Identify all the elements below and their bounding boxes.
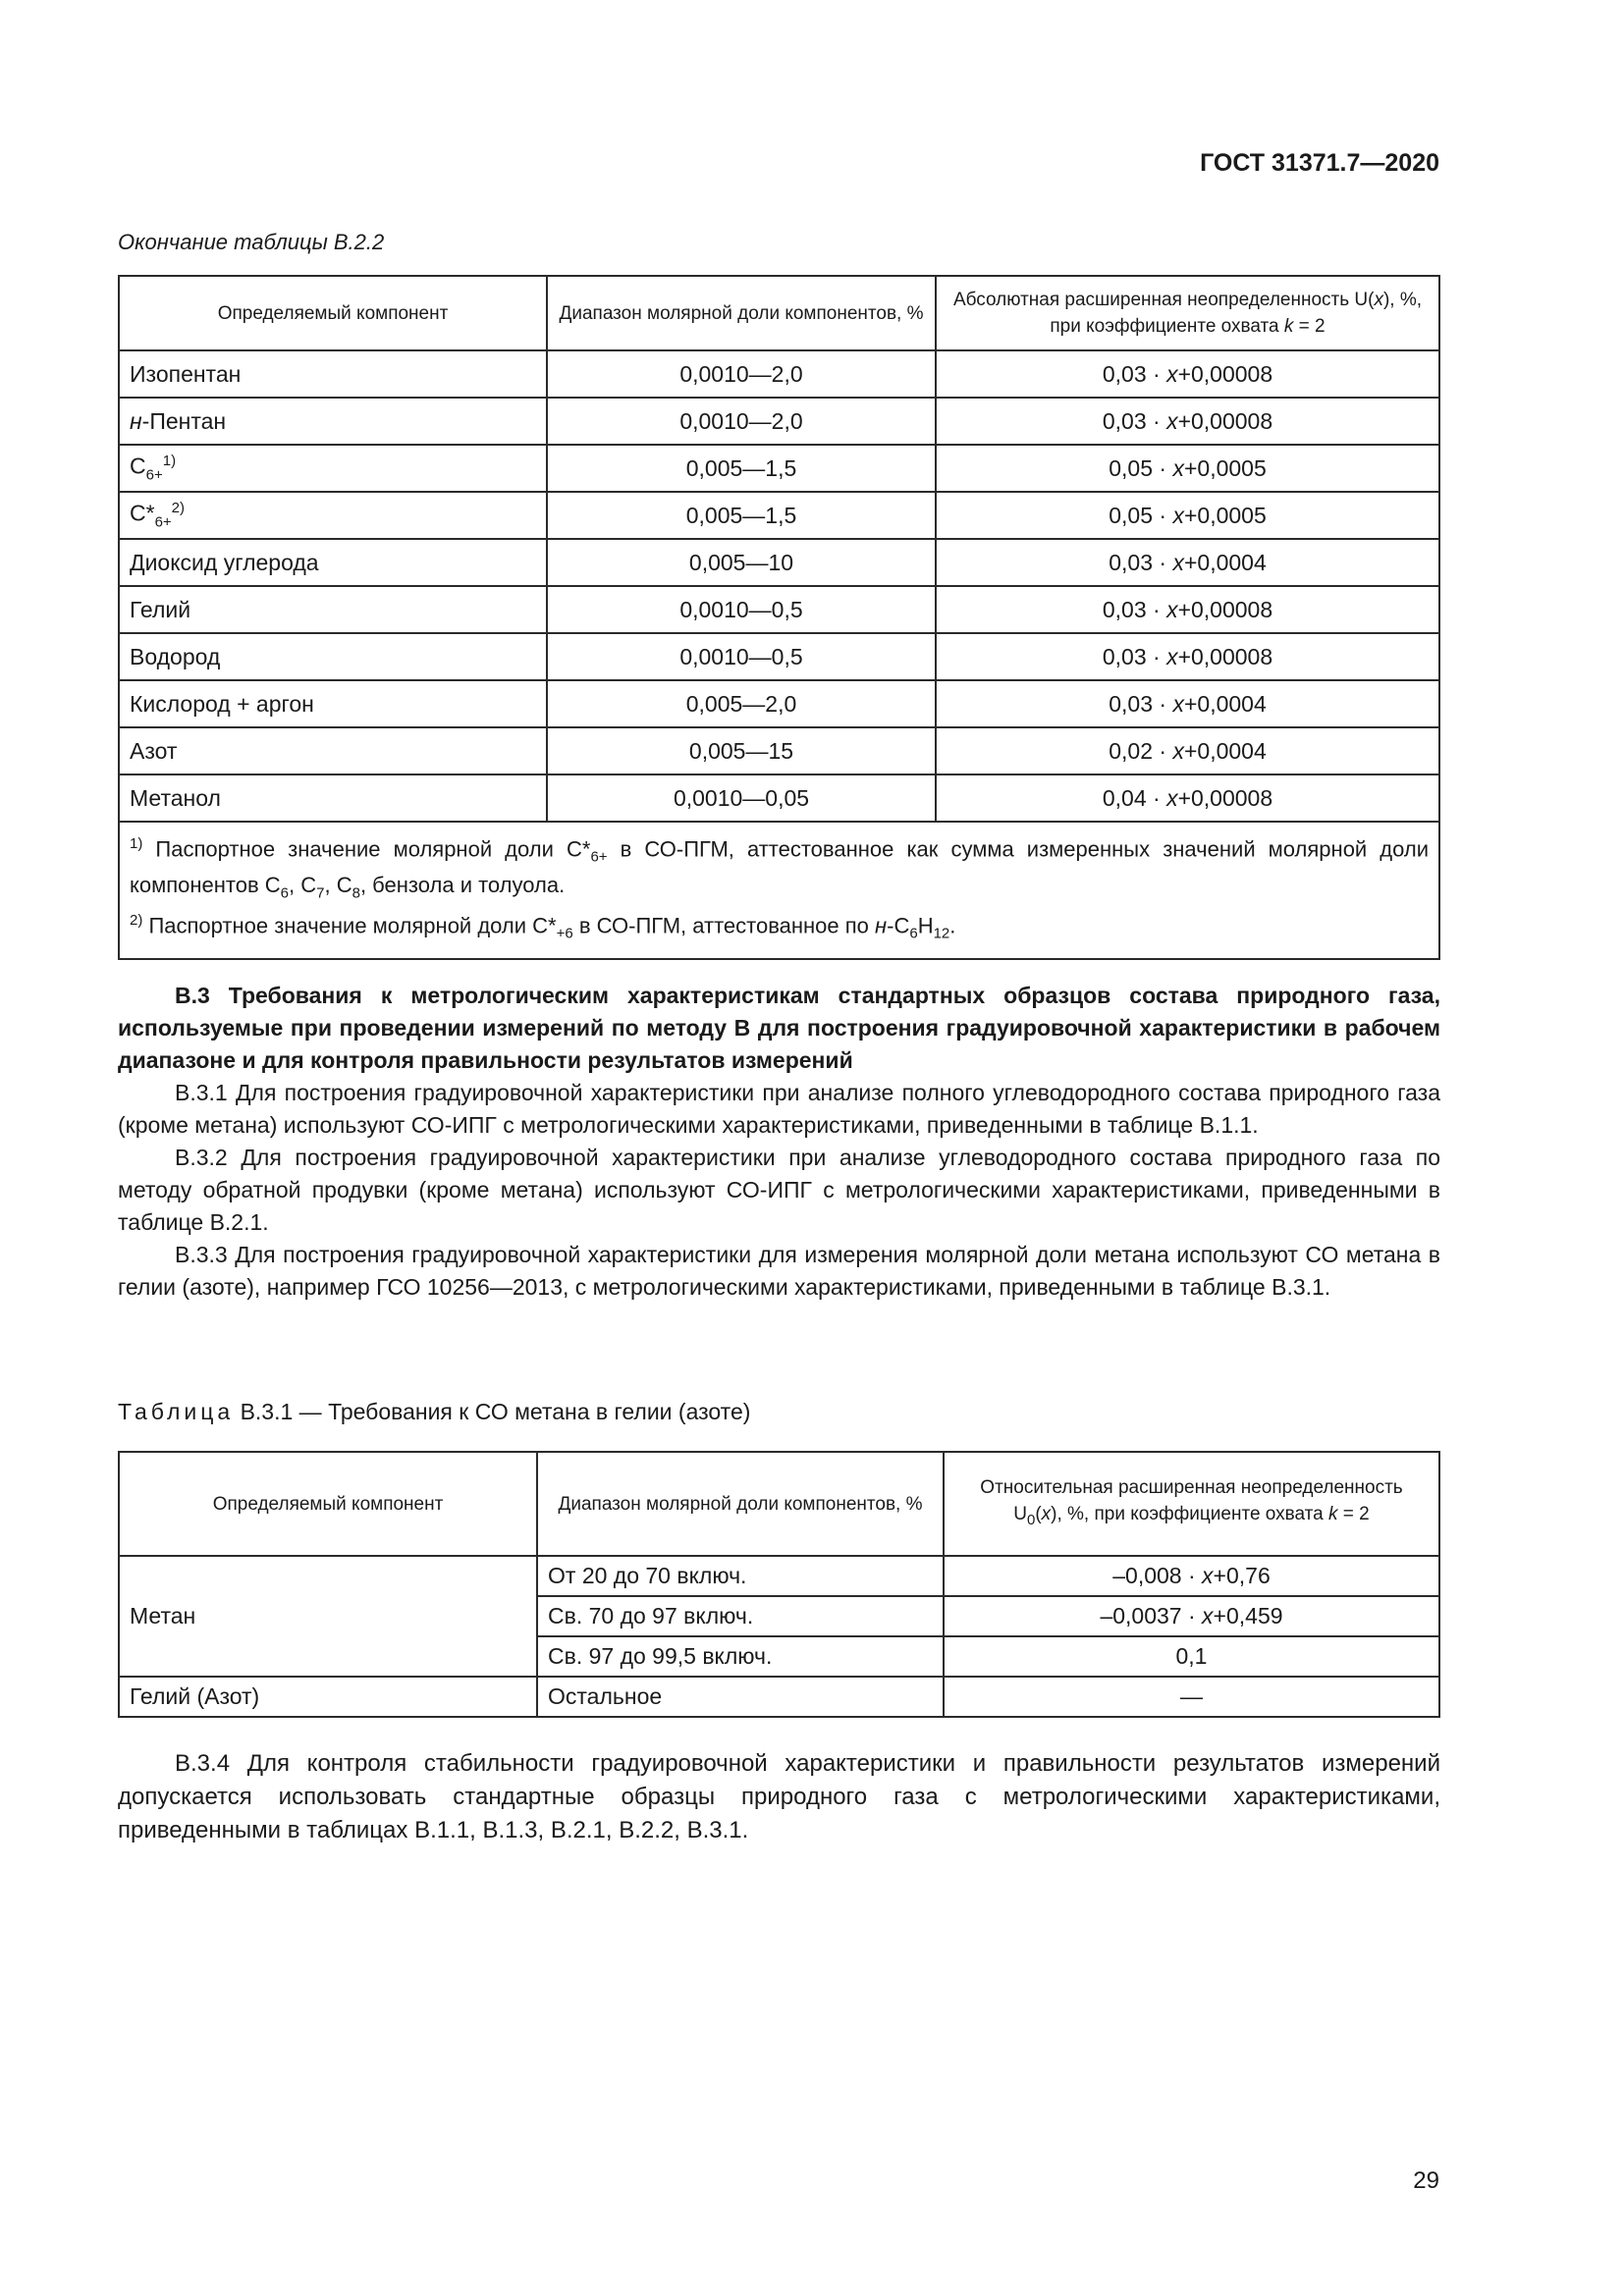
table-row xyxy=(119,727,1439,774)
table-row xyxy=(119,445,1439,492)
component-cell: Гелий (Азот) xyxy=(119,1677,537,1717)
uncertainty-cell: — xyxy=(944,1677,1439,1717)
component-cell: Кислород + аргон xyxy=(119,680,547,727)
methane-cell: Метан xyxy=(119,1556,537,1677)
footnotes-row xyxy=(119,822,1439,959)
range-cell: 0,0010—2,0 xyxy=(547,398,936,445)
footnote-2: $^{2)}$ Паспортное значение молярной доли $C*_{+6}$ в СО-ПГМ, аттестованное по $н-C_6H_{12}$. xyxy=(130,912,956,942)
component-cell: $C*_{6+}^{2)}$ xyxy=(119,492,547,539)
paragraph-b32: В.3.2 Для построения градуировочной характеристики при анализе углеводородного состава природного газа по методу обратной продувки (кроме метана) используют СО-ИПГ с метрологическими характеристиками, приведенными в таблице В.2.1. xyxy=(118,1145,1440,1235)
paragraph-b34-block xyxy=(118,1747,1440,1847)
component-cell: н-Пентан xyxy=(119,398,547,445)
component-cell: Гелий xyxy=(119,586,547,633)
uncertainty-cell: 0,04 · x+0,00008 xyxy=(936,774,1439,822)
table-row xyxy=(119,1556,1439,1596)
uncertainty-cell: 0,03 · x+0,00008 xyxy=(936,398,1439,445)
uncertainty-cell: –0,008 · x+0,76 xyxy=(944,1556,1439,1596)
table-row xyxy=(119,774,1439,822)
table-row xyxy=(119,398,1439,445)
footnotes-cell xyxy=(119,822,1439,959)
range-cell: 0,005—1,5 xyxy=(547,445,936,492)
range-cell: 0,0010—2,0 xyxy=(547,350,936,398)
page-number: 29 xyxy=(1413,2167,1439,2194)
table-header-row xyxy=(119,276,1439,350)
uncertainty-cell: 0,02 · x+0,0004 xyxy=(936,727,1439,774)
section-heading: В.3 Требования к метрологическим характеристикам стандартных образцов состава природного газа, используемые при проведении измерений по методу В для построения градуировочной характеристики в рабочем диапазоне и для контроля правильности результатов измерений xyxy=(118,983,1440,1073)
table-row xyxy=(119,586,1439,633)
table-b31-caption xyxy=(118,1399,750,1425)
uncertainty-cell: 0,03 · x+0,00008 xyxy=(936,633,1439,680)
table-row xyxy=(119,539,1439,586)
range-cell: 0,005—2,0 xyxy=(547,680,936,727)
table-b31 xyxy=(118,1451,1440,1718)
component-cell: Изопентан xyxy=(119,350,547,398)
paragraph-b34: В.3.4 Для контроля стабильности градуировочной характеристики и правильности результатов измерений допускается использовать стандартные образцы природного газа с метрологическими характеристиками, приведенными в таблицах В.1.1, В.1.3, В.2.1, В.2.2, В.3.1. xyxy=(118,1750,1440,1843)
component-cell: Водород xyxy=(119,633,547,680)
uncertainty-cell: 0,03 · x+0,0004 xyxy=(936,680,1439,727)
component-cell: Метанол xyxy=(119,774,547,822)
caption-word: Таблица xyxy=(118,1399,235,1424)
caption-text: В.3.1 — Требования к СО метана в гелии (азоте) xyxy=(240,1399,751,1424)
range-cell: 0,0010—0,5 xyxy=(547,633,936,680)
range-cell: От 20 до 70 включ. xyxy=(537,1556,944,1596)
uncertainty-cell: 0,03 · x+0,00008 xyxy=(936,586,1439,633)
component-cell: Диоксид углерода xyxy=(119,539,547,586)
range-cell: 0,005—15 xyxy=(547,727,936,774)
section-b3 xyxy=(118,980,1440,1304)
component-cell: $C_{6+}^{1)}$ xyxy=(119,445,547,492)
document-number: ГОСТ 31371.7—2020 xyxy=(1200,149,1439,177)
range-cell: Остальное xyxy=(537,1677,944,1717)
table-row xyxy=(119,680,1439,727)
range-cell: 0,005—1,5 xyxy=(547,492,936,539)
table-continuation-label: Окончание таблицы В.2.2 xyxy=(118,230,385,254)
footnote-1: $^{1)}$ Паспортное значение молярной доли $C*_{6+}$ в СО-ПГМ, аттестованное как сумма измеренных значений молярной доли компонентов $C_6$, $C_7$, $C_8$, бензола и толуола. xyxy=(130,835,1430,902)
range-cell: 0,0010—0,5 xyxy=(547,586,936,633)
component-cell: Азот xyxy=(119,727,547,774)
paragraph-b33: В.3.3 Для построения градуировочной характеристики для измерения молярной доли метана используют СО метана в гелии (азоте), например ГСО 10256—2013, с метрологическими характеристиками, приведенными в таблице В.3.1. xyxy=(118,1242,1440,1300)
range-cell: 0,005—10 xyxy=(547,539,936,586)
range-cell: 0,0010—0,05 xyxy=(547,774,936,822)
header-range: Диапазон молярной доли компонентов, % xyxy=(537,1452,944,1556)
header-component: Определяемый компонент xyxy=(119,276,547,350)
uncertainty-cell: 0,03 · x+0,00008 xyxy=(936,350,1439,398)
uncertainty-cell: 0,05 · x+0,0005 xyxy=(936,445,1439,492)
header-range: Диапазон молярной доли компонентов, % xyxy=(547,276,936,350)
uncertainty-cell: 0,03 · x+0,0004 xyxy=(936,539,1439,586)
uncertainty-cell: –0,0037 · x+0,459 xyxy=(944,1596,1439,1636)
range-cell: Св. 97 до 99,5 включ. xyxy=(537,1636,944,1677)
uncertainty-cell: 0,1 xyxy=(944,1636,1439,1677)
header-component: Определяемый компонент xyxy=(119,1452,537,1556)
table-header-row xyxy=(119,1452,1439,1556)
table-row xyxy=(119,492,1439,539)
table-row xyxy=(119,1677,1439,1717)
paragraph-b31: В.3.1 Для построения градуировочной характеристики при анализе полного углеводородного состава природного газа (кроме метана) используют СО-ИПГ с метрологическими характеристиками, приведенными в таблице В.1.1. xyxy=(118,1080,1440,1138)
table-b22-body xyxy=(119,350,1439,822)
header-uncertainty: Абсолютная расширенная неопределенность U(x), %, при коэффициенте охвата k = 2 xyxy=(936,276,1439,350)
uncertainty-cell: 0,05 · x+0,0005 xyxy=(936,492,1439,539)
table-b22 xyxy=(118,275,1440,960)
table-row xyxy=(119,633,1439,680)
range-cell: Св. 70 до 97 включ. xyxy=(537,1596,944,1636)
header-uncertainty: Относительная расширенная неопределенность $U_0(x)$, %, при коэффициенте охвата k = 2 xyxy=(944,1452,1439,1556)
table-row xyxy=(119,350,1439,398)
